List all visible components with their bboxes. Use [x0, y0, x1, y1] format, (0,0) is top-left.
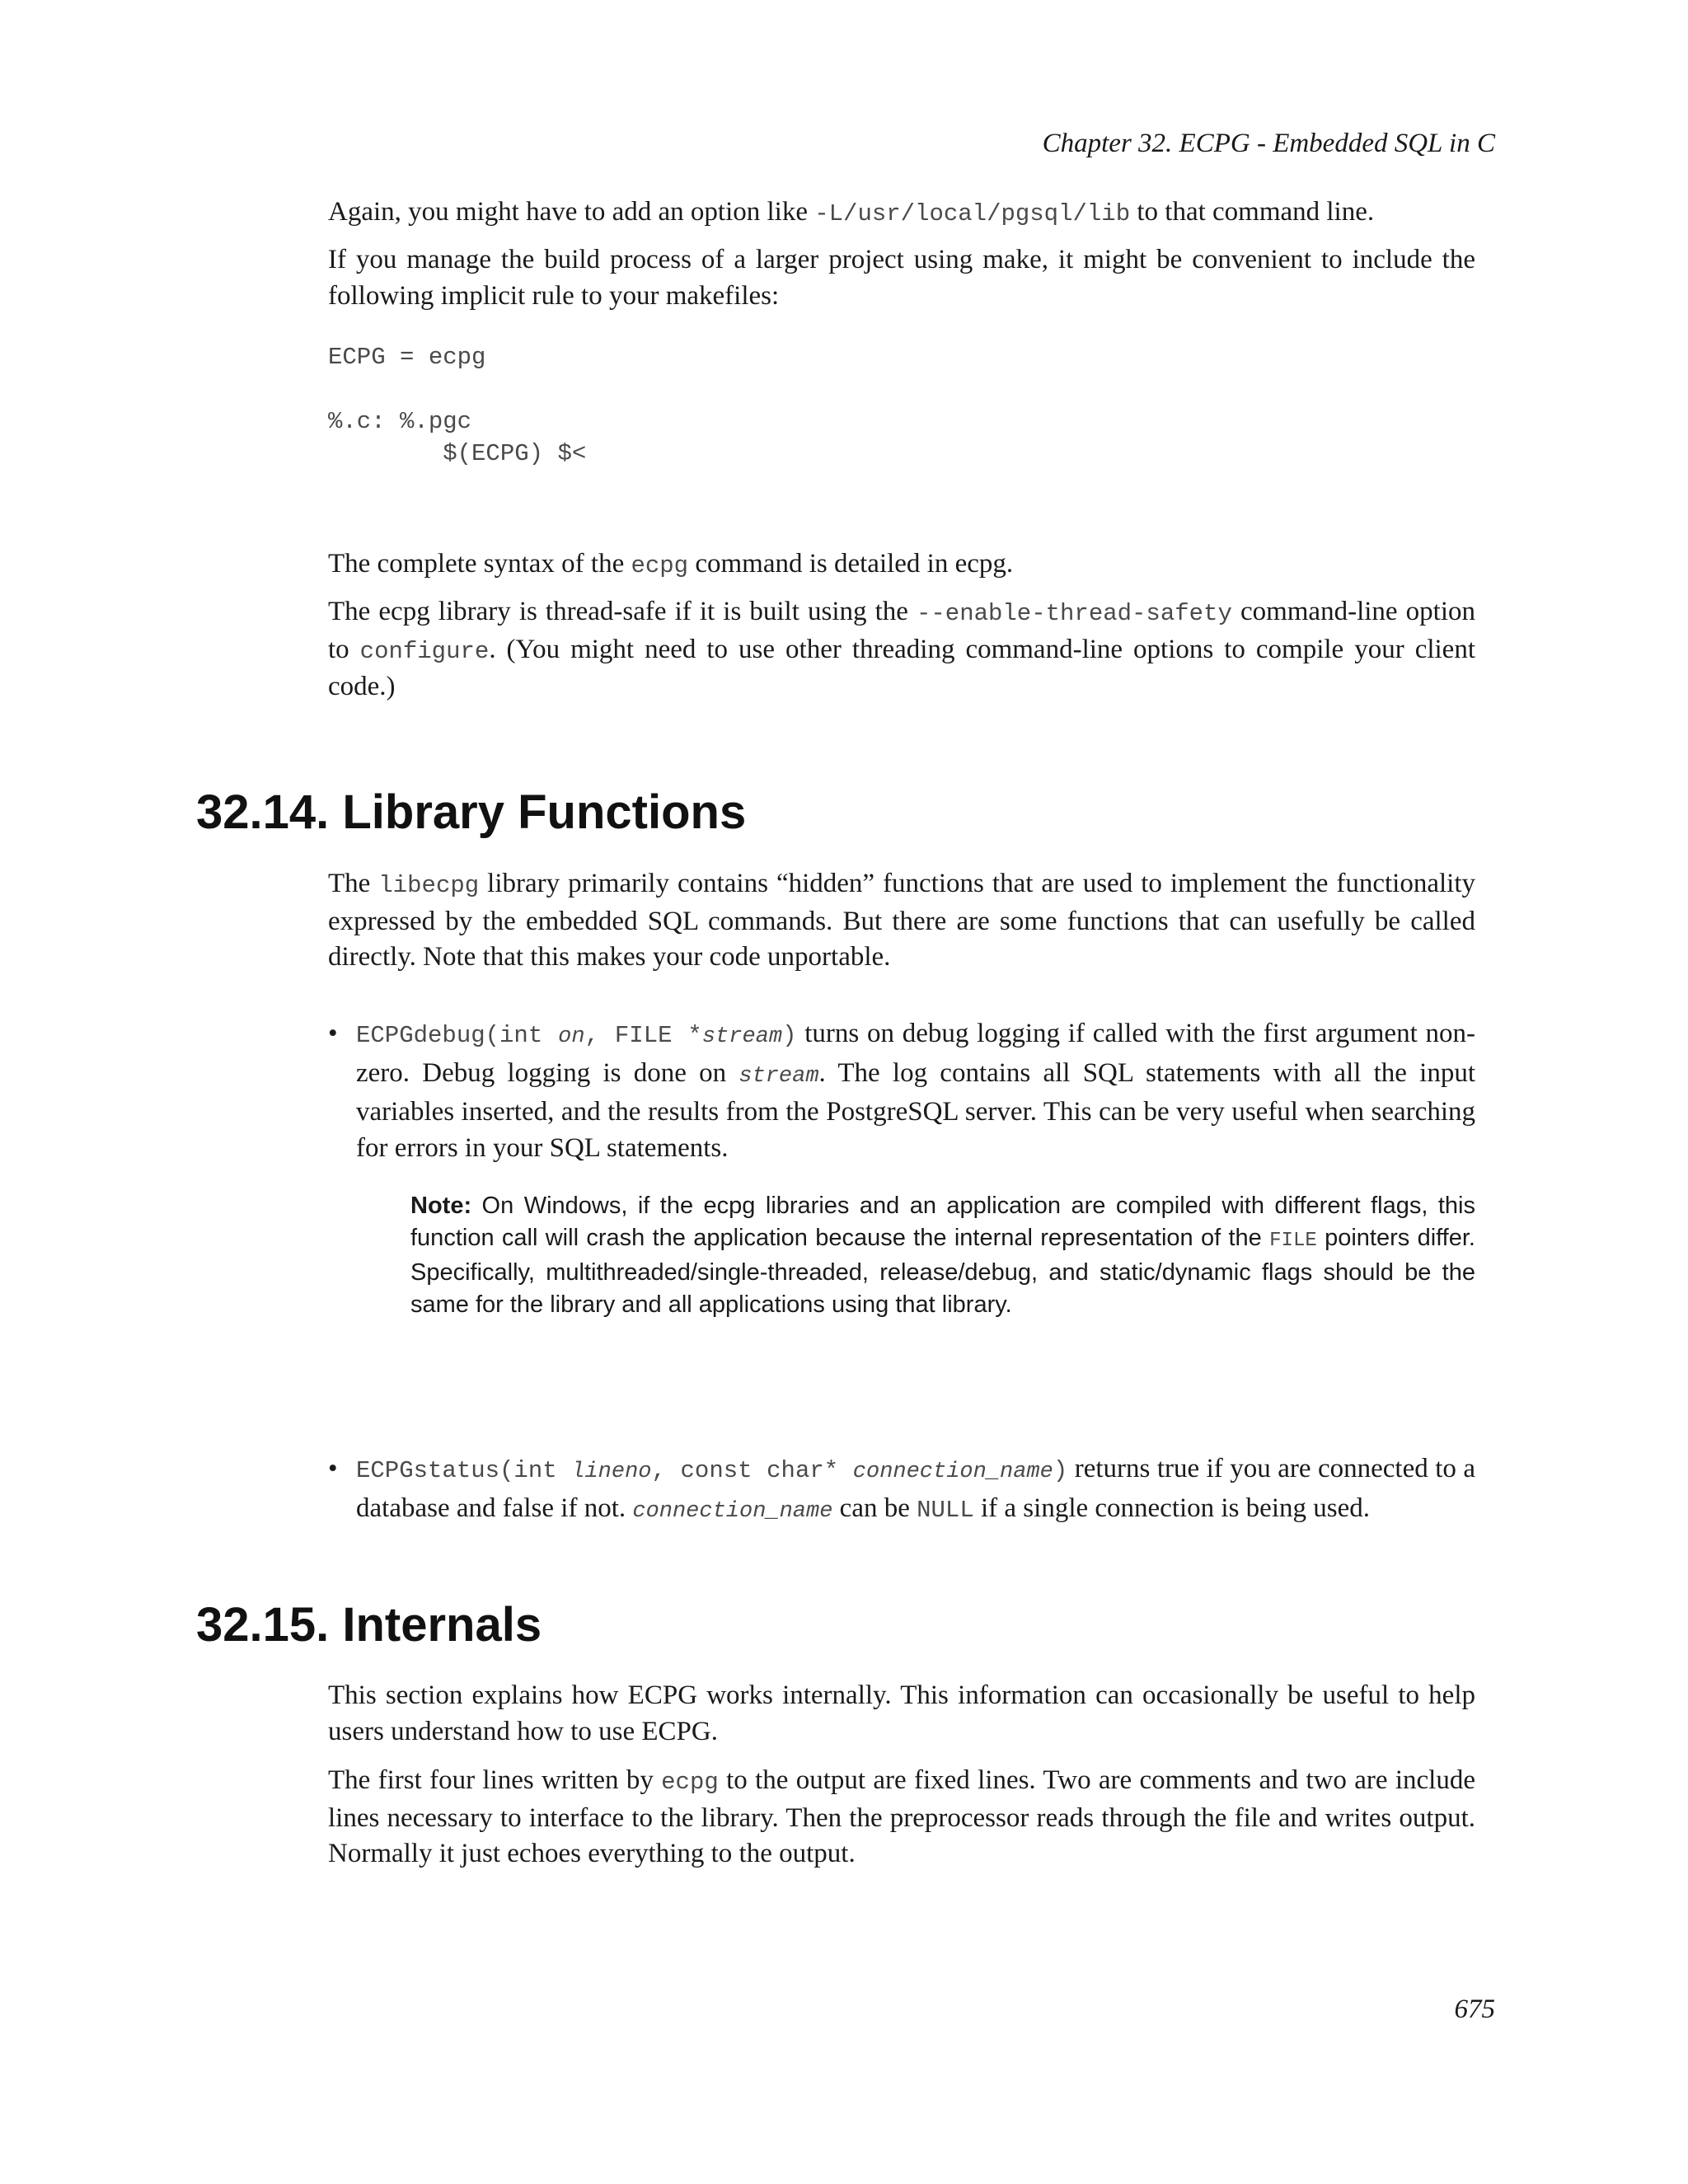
makefile-code-block: ECPG = ecpg %.c: %.pgc $(ECPG) $<	[328, 344, 587, 467]
running-header: Chapter 32. ECPG - Embedded SQL in C	[1042, 129, 1495, 158]
inline-code: configure	[359, 637, 490, 665]
page-number: 675	[1454, 1994, 1495, 2024]
note-label: Note:	[410, 1193, 472, 1219]
intro-paragraph-3: The complete syntax of the ecpg command is detailed in ecpg.	[328, 549, 1014, 579]
inline-code: -L/usr/local/pgsql/lib	[814, 200, 1131, 227]
inline-code: libecpg	[378, 872, 480, 899]
intro-paragraph-4: The ecpg library is thread-safe if it is built using the --enable-thread-safety command-line option to configure. (You might need to use other threading command-line options to compile your client code.)	[328, 597, 1475, 701]
list-item-ecpgdebug	[328, 1016, 1475, 1166]
internals-paragraph-1: This section explains how ECPG works internally. This information can occasionally be useful to help users understand how to use ECPG.	[328, 1680, 1475, 1746]
bullet-icon: •	[328, 1454, 338, 1483]
list-item-body: ECPGdebug(int on, FILE *stream) turns on debug logging if called with the first argument non-zero. Debug logging is done on stream. The log contains all SQL statements with all the input variables inserted, and the results from the PostgreSQL server. This can be very useful when searching for errors in your SQL statements.	[356, 1019, 1476, 1163]
inline-code: --enable-thread-safety	[916, 600, 1232, 627]
list-item-body: ECPGstatus(int lineno, const char* connection_name) returns true if you are connected to a database and false if not. connection_name can be NULL if a single connection is being used.	[356, 1454, 1475, 1524]
note-box: Note: On Windows, if the ecpg libraries and an application are compiled with different flags, this function call will crash the application because the internal representation of the FILE pointers differ. Specifically, multithreaded/single-threaded, release/debug, and static/dynamic flags should be the same for the library and all applications using that library.	[410, 1193, 1475, 1318]
inline-code: FILE	[1269, 1230, 1317, 1252]
section-heading-internals: 32.15. Internals	[196, 1598, 542, 1652]
intro-paragraph-2: If you manage the build process of a larger project using make, it might be convenient to include the following implicit rule to your makefiles:	[328, 245, 1475, 311]
inline-code: ecpg	[661, 1769, 719, 1796]
bullet-icon: •	[328, 1019, 338, 1048]
intro-paragraph-1: Again, you might have to add an option like -L/usr/local/pgsql/lib to that command line.	[328, 197, 1375, 227]
internals-paragraph-2: The first four lines written by ecpg to the output are fixed lines. Two are comments and two are include lines necessary to interface to the library. Then the preprocessor reads through the file and writes output. Normally it just echoes everything to the output.	[328, 1765, 1475, 1868]
section-heading-library-functions: 32.14. Library Functions	[196, 785, 747, 839]
inline-code: ecpg	[631, 552, 689, 579]
list-item-ecpgstatus	[328, 1451, 1475, 1530]
library-functions-paragraph: The libecpg library primarily contains “hidden” functions that are used to implement the functionality expressed by the embedded SQL commands. But there are some functions that can usefully be called directly. Note that this makes your code unportable.	[328, 869, 1475, 972]
